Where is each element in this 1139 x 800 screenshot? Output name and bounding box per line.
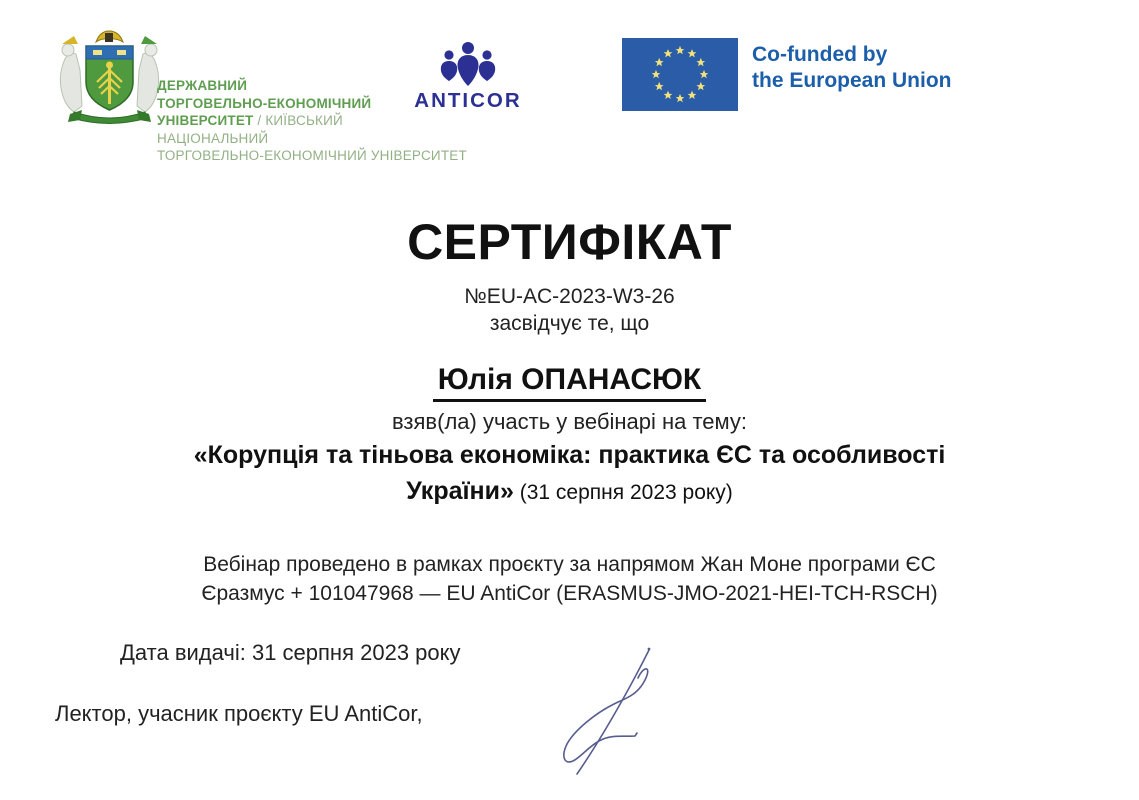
webinar-topic-line1: «Корупція та тіньова економіка: практика ЄС та особливості bbox=[193, 441, 946, 469]
webinar-topic-line2-bold: України» bbox=[406, 477, 514, 505]
recipient-name: Юлія ОПАНАСЮК bbox=[433, 363, 706, 402]
participation-text: взяв(ла) участь у вебінарі на тему: bbox=[391, 409, 747, 434]
webinar-date: (31 серпня 2023 року) bbox=[513, 481, 733, 504]
anticor-label: ANTICOR bbox=[414, 89, 522, 112]
university-name-line2: ТОРГОВЕЛЬНО-ЕКОНОМІЧНИЙ bbox=[157, 95, 372, 111]
certifies-text: засвідчує те, що bbox=[489, 312, 650, 335]
university-name-line3: УНІВЕРСИТЕТ / КИЇВСЬКИЙ bbox=[157, 113, 343, 128]
eu-cofunded-text bbox=[752, 42, 952, 94]
recipient-name-row bbox=[0, 363, 1139, 402]
anticor-people-icon bbox=[436, 42, 500, 88]
project-description-line2: Єразмус + 101047968 — EU AntiCor (ERASMUS-JMO-2021-HEI-TCH-RSCH) bbox=[201, 582, 938, 605]
eu-cofunded-line1: Co-funded by bbox=[752, 43, 888, 66]
issue-date: Дата видачі: 31 серпня 2023 року bbox=[120, 640, 461, 665]
eu-flag-icon bbox=[622, 38, 738, 111]
certificate-title: СЕРТИФІКАТ bbox=[407, 214, 732, 270]
university-name-line1: ДЕРЖАВНИЙ bbox=[157, 78, 248, 93]
webinar-topic-line2 bbox=[0, 477, 1139, 506]
university-name-line4: НАЦІОНАЛЬНИЙ bbox=[157, 130, 269, 146]
eu-cofunded-line2: the European Union bbox=[752, 69, 952, 92]
anticor-logo bbox=[404, 42, 532, 113]
university-name-line5: ТОРГОВЕЛЬНО-ЕКОНОМІЧНИЙ УНІВЕРСИТЕТ bbox=[157, 148, 467, 163]
certificate-number: №EU-AC-2023-W3-26 bbox=[464, 285, 675, 308]
lecturer-line: Лектор, учасник проєкту EU AntiCor, bbox=[55, 701, 423, 726]
university-emblem-icon bbox=[52, 30, 167, 126]
project-description-line1: Вебінар проведено в рамках проєкту за напрямом Жан Моне програми ЄС bbox=[203, 553, 936, 576]
signature-icon bbox=[530, 620, 730, 798]
